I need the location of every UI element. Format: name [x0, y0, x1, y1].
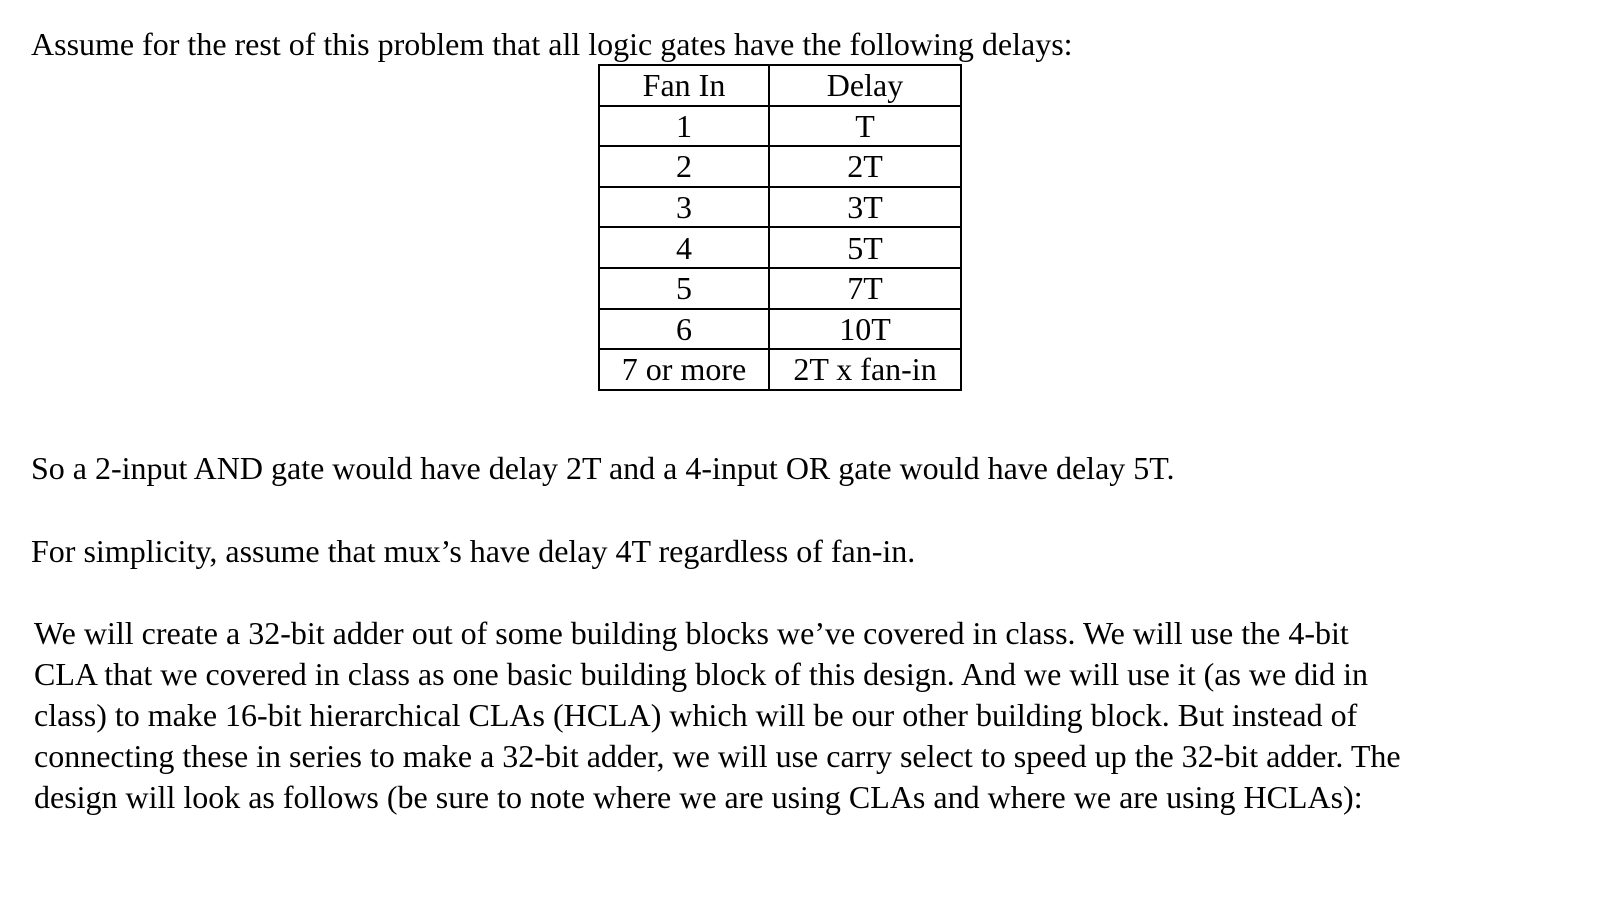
fan-in-cell: 2	[599, 146, 769, 187]
table-row	[599, 268, 961, 309]
delay-cell: 10T	[769, 309, 961, 350]
delay-cell: 7T	[769, 268, 961, 309]
table-row	[599, 146, 961, 187]
fan-in-cell: 3	[599, 187, 769, 228]
table-row	[599, 309, 961, 350]
table-row	[599, 106, 961, 147]
fan-in-header: Fan In	[599, 65, 769, 106]
fan-in-cell: 1	[599, 106, 769, 147]
example-text: So a 2-input AND gate would have delay 2T and a 4-input OR gate would have delay 5T.	[31, 450, 1175, 486]
table-row	[599, 227, 961, 268]
intro-text: Assume for the rest of this problem that all logic gates have the following delays:	[31, 26, 1073, 62]
delay-cell: T	[769, 106, 961, 147]
mux-note-text: For simplicity, assume that mux’s have delay 4T regardless of fan-in.	[31, 533, 916, 569]
paragraph-line: We will create a 32-bit adder out of some building blocks we’ve covered in class. We will use the 4-bit	[34, 615, 1349, 651]
delay-cell: 2T x fan-in	[769, 349, 961, 390]
delay-cell: 3T	[769, 187, 961, 228]
delay-cell: 2T	[769, 146, 961, 187]
paragraph-line: CLA that we covered in class as one basic building block of this design. And we will use it (as we did in	[34, 656, 1368, 692]
paragraph-line: design will look as follows (be sure to note where we are using CLAs and where we are using HCLAs):	[34, 779, 1363, 815]
table-row	[599, 349, 961, 390]
fan-in-cell: 6	[599, 309, 769, 350]
table-header-row	[599, 65, 961, 106]
fan-in-cell: 4	[599, 227, 769, 268]
gate-delay-table	[598, 64, 962, 391]
paragraph-line: connecting these in series to make a 32-bit adder, we will use carry select to speed up the 32-bit adder. The	[34, 738, 1401, 774]
paragraph-line: class) to make 16-bit hierarchical CLAs (HCLA) which will be our other building block. But instead of	[34, 697, 1358, 733]
fan-in-cell: 5	[599, 268, 769, 309]
delay-cell: 5T	[769, 227, 961, 268]
design-paragraph	[34, 613, 1618, 818]
table-row	[599, 187, 961, 228]
fan-in-cell: 7 or more	[599, 349, 769, 390]
delay-header: Delay	[769, 65, 961, 106]
